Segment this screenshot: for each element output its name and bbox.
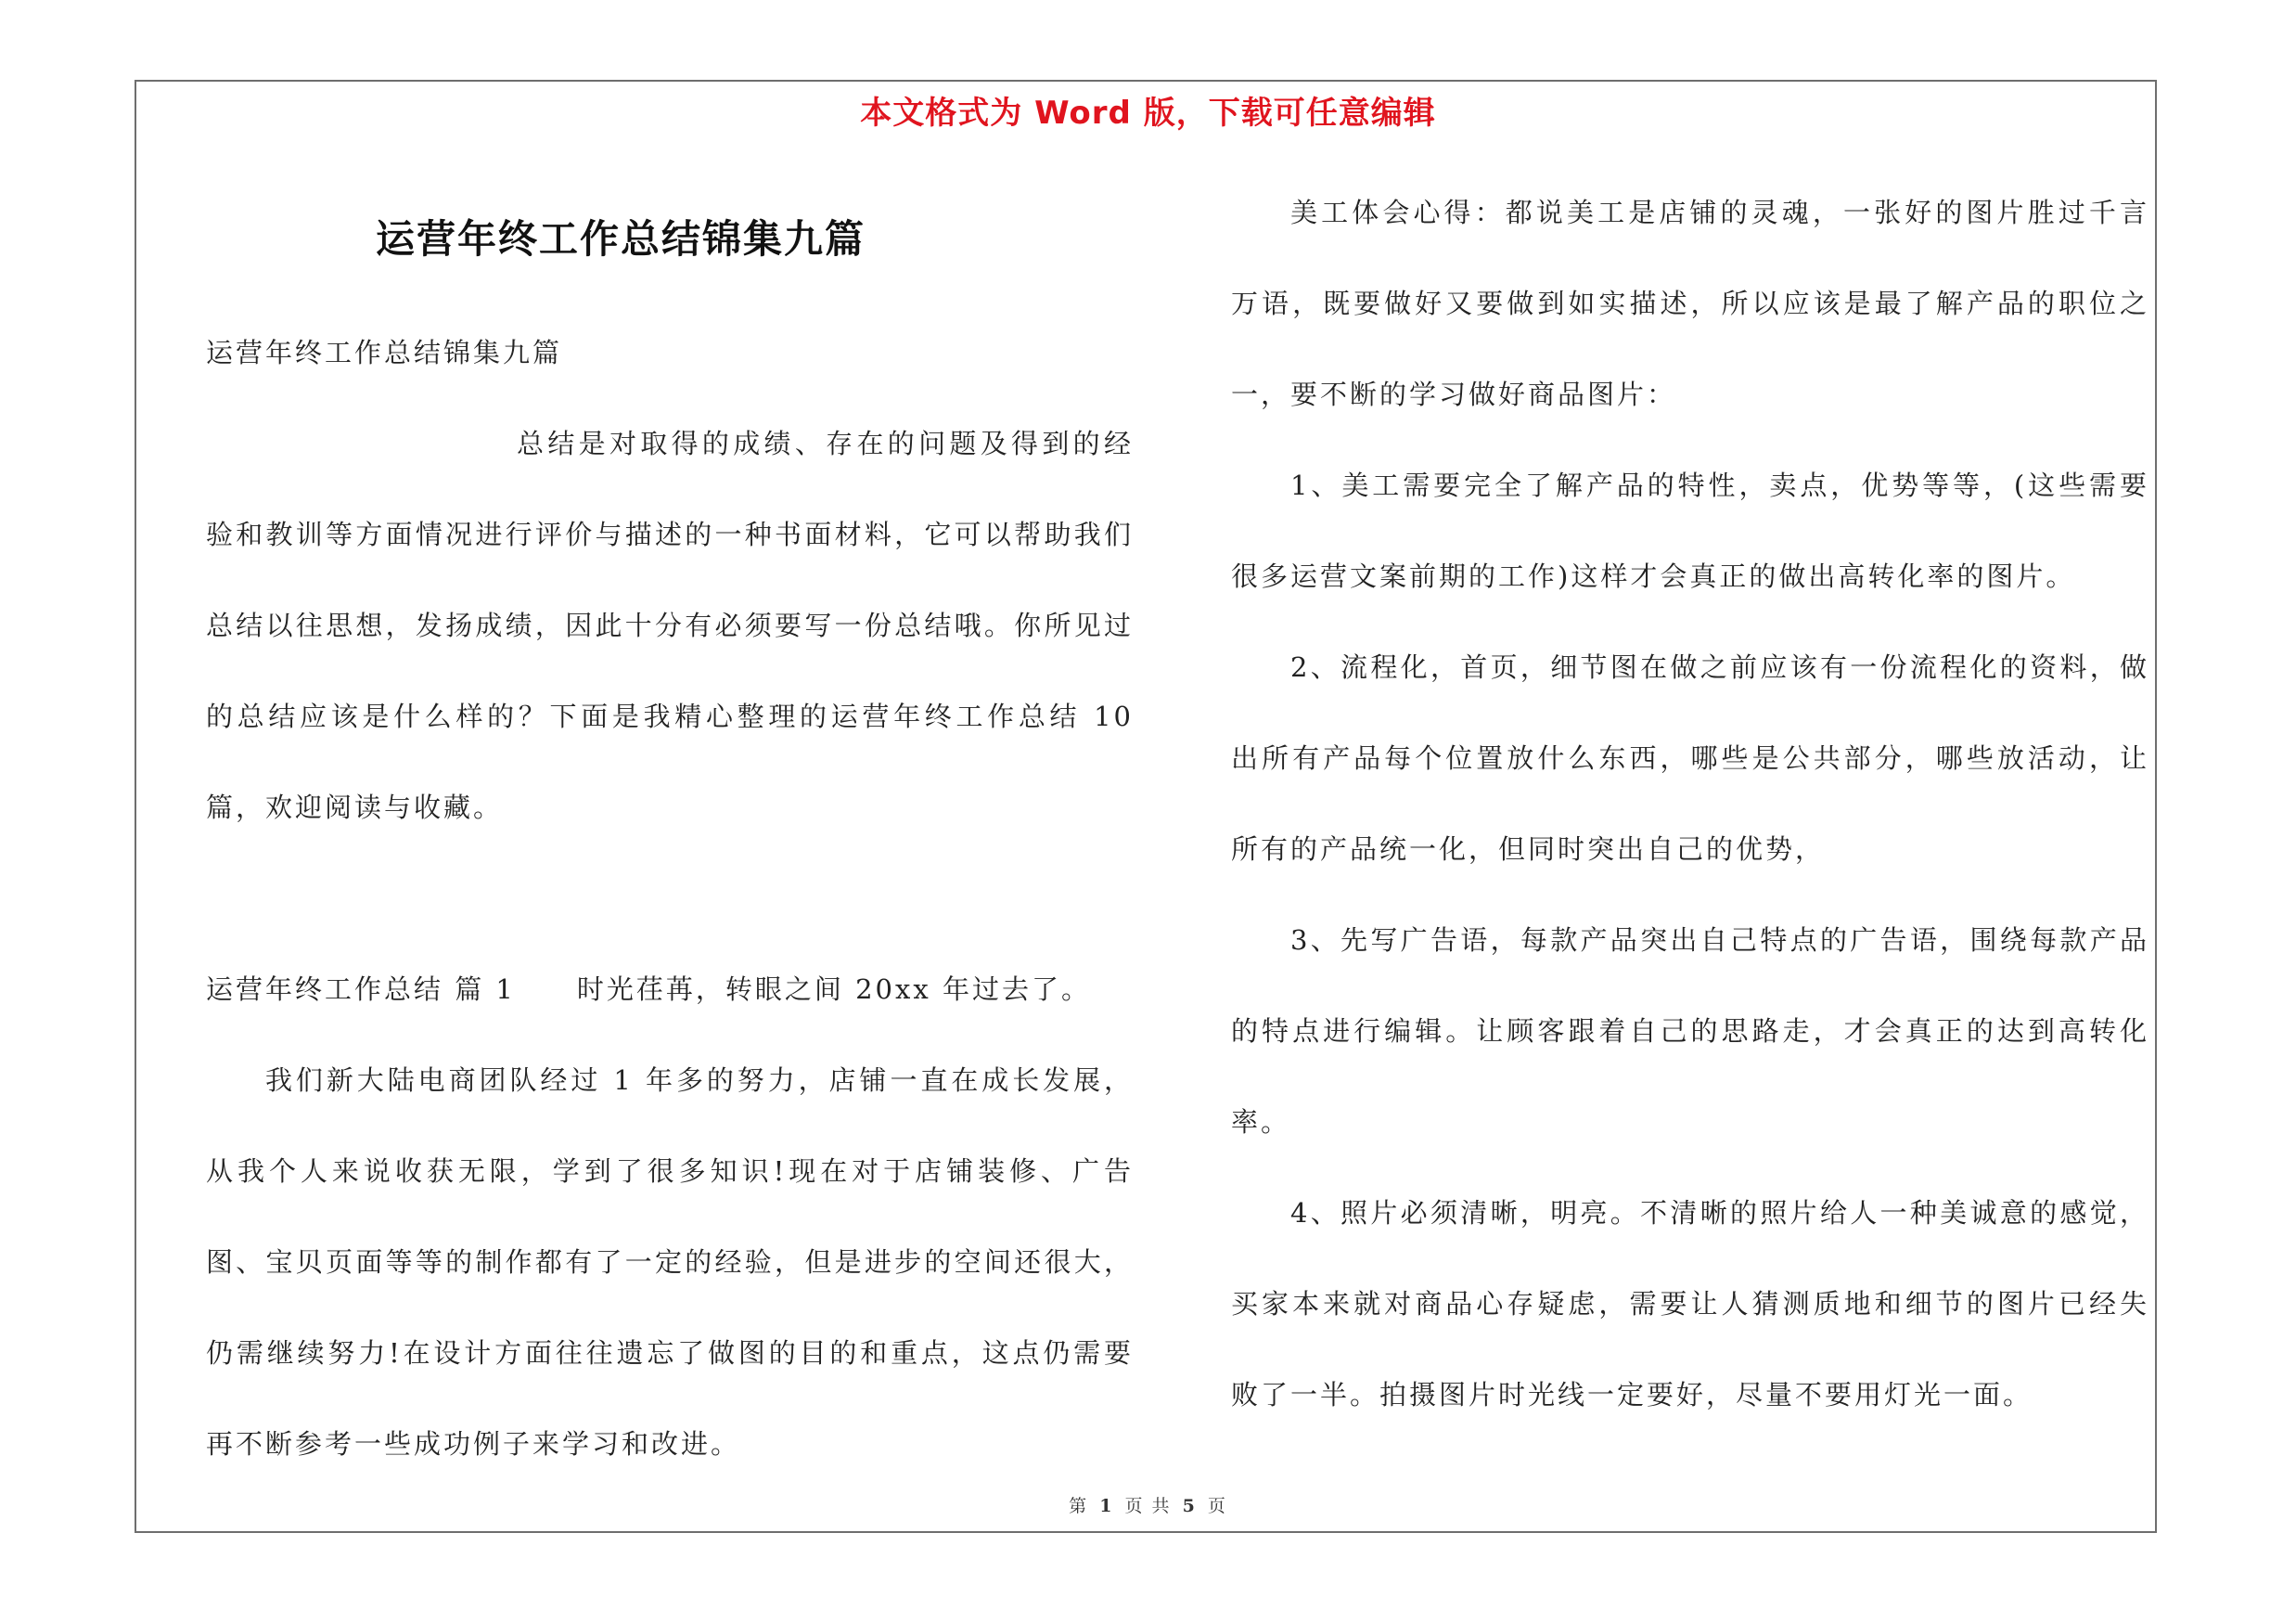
list-item: 1、美工需要完全了解产品的特性，卖点，优势等等，(这些需要很多运营文案前期的工作)这样才会真正的做出高转化率的图片。 [1231, 470, 2149, 592]
section-opening: 时光荏苒，转眼之间 20xx 年过去了。 [576, 973, 1091, 1005]
subtitle: 运营年终工作总结锦集九篇 [206, 337, 563, 368]
left-column [206, 307, 1134, 1489]
list-item: 2、流程化，首页，细节图在做之前应该有一份流程化的资料，做出所有产品每个位置放什么东西，哪些是公共部分，哪些放活动，让所有的产品统一化，但同时突出自己的优势， [1231, 651, 2149, 865]
right-column [1231, 167, 2149, 1440]
paragraph: 我们新大陆电商团队经过 1 年多的努力，店铺一直在成长发展，从我个人来说收获无限，学到了很多知识!现在对于店铺装修、广告图、宝贝页面等等的制作都有了一定的经验，但是进步的空间还很大，仍需继续努力!在设计方面往往遗忘了做图的目的和重点，这点仍需要再不断参考一些成功例子来学习和改进。 [206, 1064, 1134, 1460]
format-banner: 本文格式为 Word 版，下载可任意编辑 [860, 95, 1436, 132]
current-page-number: 1 [1099, 1496, 1114, 1516]
page-footer [0, 1492, 2296, 1517]
section-heading: 运营年终工作总结 篇 1 [206, 973, 516, 1005]
footer-suffix: 页 [1207, 1496, 1227, 1516]
section-heading-line [206, 944, 1134, 1035]
total-page-count: 5 [1182, 1496, 1197, 1516]
list-item: 3、先写广告语，每款产品突出自己特点的广告语，围绕每款产品的特点进行编辑。让顾客跟着自己的思路走，才会真正的达到高转化率。 [1231, 924, 2149, 1138]
footer-middle: 页 共 [1124, 1496, 1172, 1516]
document-title: 运营年终工作总结锦集九篇 [376, 216, 866, 262]
blank-line [206, 853, 1134, 944]
paragraph: 美工体会心得：都说美工是店铺的灵魂，一张好的图片胜过千言万语，既要做好又要做到如实描述，所以应该是最了解产品的职位之一，要不断的学习做好商品图片： [1231, 197, 2149, 410]
footer-prefix: 第 [1069, 1496, 1089, 1516]
intro-paragraph: 总结是对取得的成绩、存在的问题及得到的经验和教训等方面情况进行评价与描述的一种书面材料，它可以帮助我们总结以往思想，发扬成绩，因此十分有必须要写一份总结哦。你所见过的总结应该是什么样的？下面是我精心整理的运营年终工作总结 10 篇，欢迎阅读与收藏。 [206, 428, 1134, 823]
list-item: 4、照片必须清晰，明亮。不清晰的照片给人一种美诚意的感觉，买家本来就对商品心存疑虑，需要让人猜测质地和细节的图片已经失败了一半。拍摄图片时光线一定要好，尽量不要用灯光一面。 [1231, 1197, 2149, 1410]
